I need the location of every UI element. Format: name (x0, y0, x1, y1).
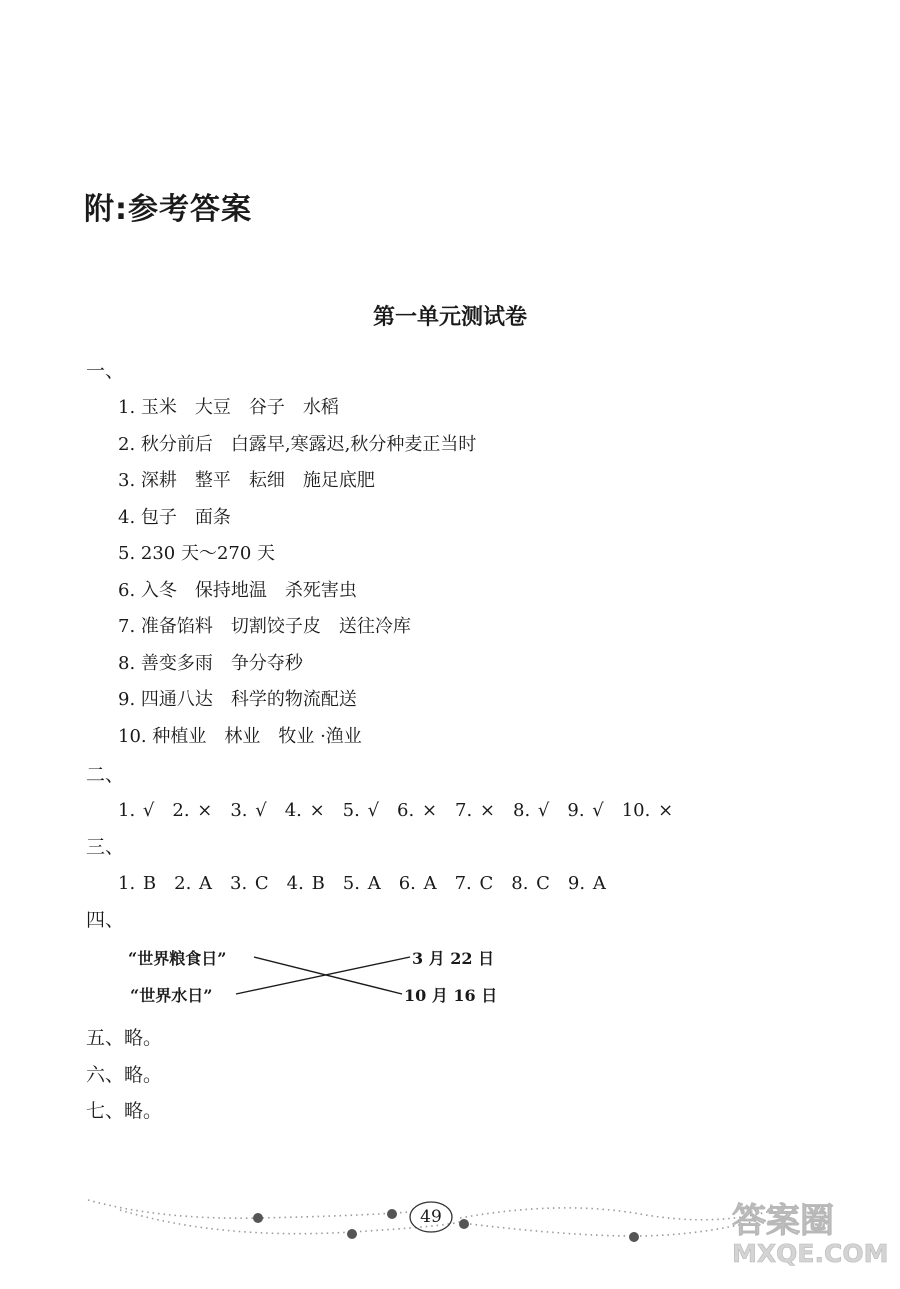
section-4-heading: 四、 (86, 909, 125, 931)
footer-dot (347, 1229, 357, 1239)
section-6: 六、略。 (86, 1064, 163, 1086)
footer-dot (387, 1209, 397, 1219)
section-1-item-9: 9. 四通八达 科学的物流配送 (118, 689, 357, 710)
section-2-heading: 二、 (86, 764, 125, 786)
section-1-item-7: 7. 准备馅料 切割饺子皮 送往冷库 (118, 616, 411, 637)
section-1-item-3: 3. 深耕 整平 耘细 施足底肥 (118, 470, 375, 491)
section-2-answers: 1. √ 2. × 3. √ 4. × 5. √ 6. × 7. × 8. √ 9. √ 10. × (118, 800, 674, 821)
section-1-item-4: 4. 包子 面条 (118, 507, 231, 528)
section-1-item-1: 1. 玉米 大豆 谷子 水稻 (118, 397, 339, 418)
footer-dotted-curve-left (88, 1200, 410, 1218)
footer-dot (629, 1232, 639, 1242)
section-1-item-10: 10. 种植业 林业 牧业 ·渔业 (118, 726, 362, 747)
section-7: 七、略。 (86, 1100, 163, 1122)
section-1-item-6: 6. 入冬 保持地温 杀死害虫 (118, 580, 357, 601)
section-3-heading: 三、 (86, 836, 125, 858)
match-right-1: 3 月 22 日 (412, 949, 495, 968)
match-right-2: 10 月 16 日 (404, 986, 498, 1005)
match-left-2: “世界水日” (130, 986, 213, 1005)
section-3-answers: 1. B 2. A 3. C 4. B 5. A 6. A 7. C 8. C 9. A (118, 873, 606, 894)
watermark-text-top: 答案圈 (732, 1201, 834, 1241)
match-left-1: “世界粮食日” (128, 949, 227, 968)
appendix-title: 附:参考答案 (84, 192, 252, 227)
section-1-item-8: 8. 善变多雨 争分夺秒 (118, 653, 303, 674)
footer-dot (459, 1219, 469, 1229)
match-line-1 (254, 957, 402, 994)
page-number: 49 (420, 1207, 442, 1227)
section-1-heading: 一、 (86, 360, 125, 382)
watermark-text-bottom: MXQE.COM (732, 1239, 889, 1268)
footer-dotted-curve-right-2 (470, 1220, 760, 1236)
footer-dot (253, 1213, 263, 1223)
watermark-logo (728, 1196, 893, 1268)
match-line-2 (236, 957, 410, 994)
test-title: 第一单元测试卷 (372, 305, 527, 330)
section-5: 五、略。 (86, 1027, 163, 1049)
section-1-item-2: 2. 秋分前后 白露早,寒露迟,秋分种麦正当时 (118, 434, 477, 455)
section-1-item-5: 5. 230 天～270 天 (118, 543, 276, 564)
